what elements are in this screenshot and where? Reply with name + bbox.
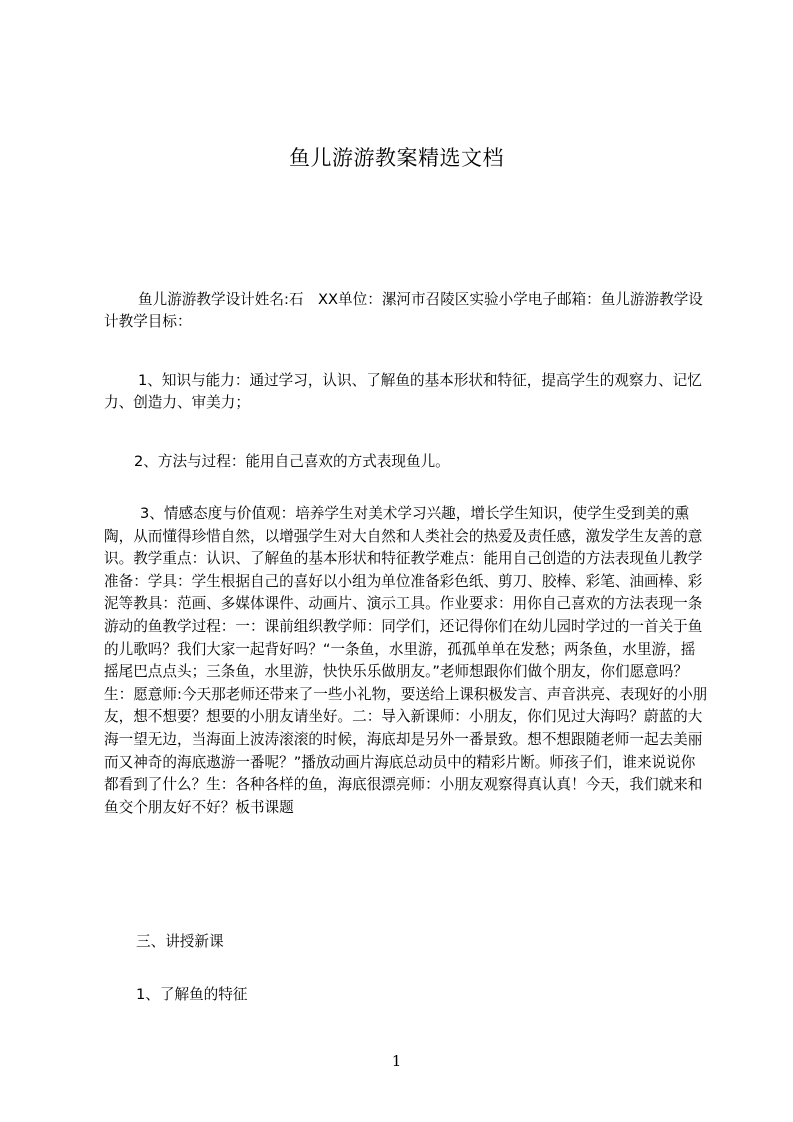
document-title: 鱼儿游游教案精选文档 [289,146,504,170]
subsection-heading-1: 1、了解鱼的特征 [136,986,248,1003]
paragraph-goal-1: 1、知识与能力：通过学习，认识、了解鱼的基本形状和特征，提高学生的观察力、记忆力、创造力、审美力； [104,372,702,412]
paragraph-goal-2: 2、方法与过程：能用自己喜欢的方式表现鱼儿。 [134,453,450,470]
paragraph-goal-3: 3、情感态度与价值观：培养学生对美术学习兴趣，增长学生知识，使学生受到美的熏陶，从而懂得珍惜自然，以增强学生对大自然和人类社会的热爱及责任感，激发学生友善的意识。教学重点：认识、了解鱼的基本形状和特征教学难点：能用自己创造的方法表现鱼儿教学准备：学具：学生根据自己的喜好以小组为单位准备彩色纸、剪刀、胶棒、彩笔、油画棒、彩泥等教具：范画、多媒体课件、动画片、演示工具。作业要求：用你自己喜欢的方法表现一条游动的鱼教学过程：一：课前组织教学师：同学们，还记得你们在幼儿园时学过的一首关于鱼的儿歌吗？我们大家一起背好吗？“一条鱼，水里游，孤孤单单在发愁；两条鱼，水里游，摇摇尾巴点点头；三条鱼，水里游，快快乐乐做朋友。”老师想跟你们做个朋友，你们愿意吗？生：愿意师:今天那老师还带来了一些小礼物，要送给上课积极发言、声音洪亮、表现好的小朋友，想不想要？想要的小朋友请坐好。二：导入新课师：小朋友，你们见过大海吗？蔚蓝的大海一望无边，当海面上波涛滚滚的时候，海底却是另外一番景致。想不想跟随老师一起去美丽而又神奇的海底遨游一番呢？”播放动画片海底总动员中的精彩片断。师孩子们，谁来说说你都看到了什么？生：各种各样的鱼，海底很漂亮师：小朋友观察得真认真！今天，我们就来和鱼交个朋友好不好？板书课题 [104,505,708,816]
paragraph-intro: 鱼儿游游教学设计姓名:石 XX单位：漯河市召陵区实验小学电子邮箱：鱼儿游游教学设计教学目标： [104,291,703,331]
section-heading-3: 三、讲授新课 [136,933,224,950]
page-number: 1 [391,1052,402,1070]
